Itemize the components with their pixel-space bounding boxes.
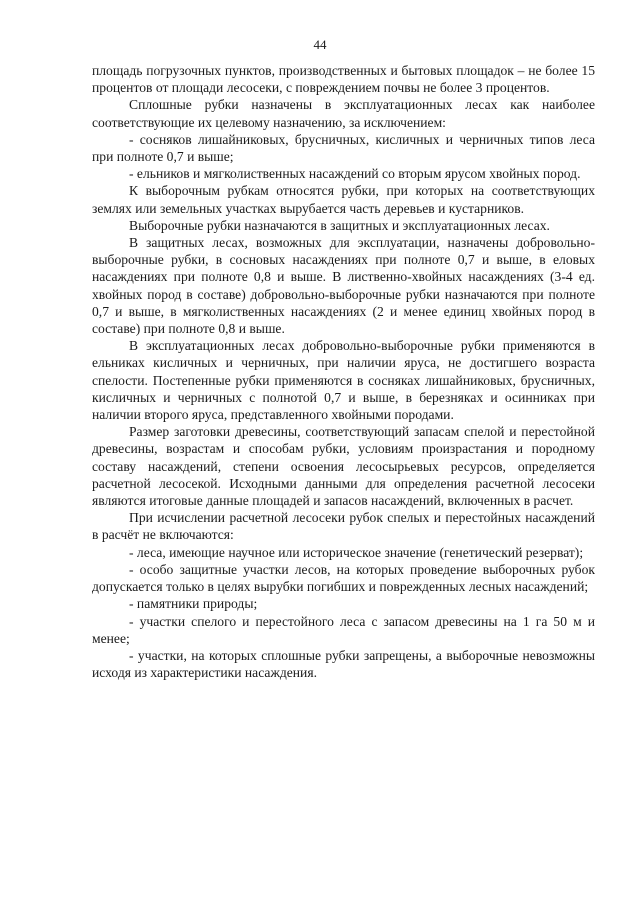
list-item-natural-monuments: - памятники природы; (129, 596, 258, 612)
list-item-scientific-forests: - леса, имеющие научное или историческое значение (генетический резерват); (129, 544, 584, 560)
list-item-spruce-stands: - ельников и мягколиственных насаждений со вторым ярусом хвойных пород. (129, 166, 581, 182)
paragraph-harvest-volume: Размер заготовки древесины, соответствующий запасам спелой и перестойной древесины, возрастам и способам рубки, условиям произрастания и породному составу насаждений, степени освоения лесосырьевых ресурсов, определяется расчетной лесосекой. Исходными данными для определения расчетной лесосеки являются итоговые данные площадей и запасов насаждений, включенных в расчет. (92, 424, 595, 509)
list-item-prohibited-sites: - участки, на которых сплошные рубки запрещены, а выборочные невозможны исходя из характеристики насаждения. (92, 647, 595, 681)
paragraph-protective-forests: В защитных лесах, возможных для эксплуатации, назначены добровольно-выборочные рубки, в сосновых насаждениях при полноте 0,7 и выше, в еловых насаждениях при полноте 0,8 и выше. В лиственно-хвойных насаждениях (3-4 ед. хвойных пород в составе) добровольно-выборочные рубки назначаются при полноте 0,7 и выше, в мягколиственных насаждениях (2 и менее единиц хвойных пород в составе) при полноте 0,8 и выше. (92, 235, 595, 337)
page-number: 44 (313, 37, 327, 52)
paragraph-clearcuts: Сплошные рубки назначены в эксплуатационных лесах как наиболее соответствующие их целевому назначению, за исключением: (92, 97, 595, 130)
paragraph-exploitation-forests: В эксплуатационных лесах добровольно-выборочные рубки применяются в ельниках кисличных и черничных, при наличии яруса, не достигшего возраста спелости. Постепенные рубки применяются в сосняках лишайниковых, брусничных, кисличных и черничных с полнотой 0,7 и выше, в березняках и осинниках при наличии второго яруса, представленного хвойными породами. (92, 338, 595, 423)
list-item-low-stock-sites: - участки спелого и перестойного леса с запасом древесины на 1 га 50 м и менее; (92, 613, 595, 646)
list-item-protective-sites: - особо защитные участки лесов, на которых проведение выборочных рубок допускается только в целях вырубки погибших и поврежденных лесных насаждений; (92, 561, 595, 595)
list-item-pine-stands: - сосняков лишайниковых, брусничных, кисличных и черничных типов леса при полноте 0,7 и выше; (92, 131, 595, 165)
paragraph-selective-cuts-definition: К выборочным рубкам относятся рубки, при которых на соответствующих землях или земельных участках вырубается часть деревьев и кустарников. (92, 183, 595, 216)
paragraph-selective-cuts-assignment: Выборочные рубки назначаются в защитных и эксплуатационных лесах. (129, 217, 550, 233)
document-body (92, 62, 595, 681)
paragraph-exclusions-intro: При исчислении расчетной лесосеки рубок спелых и перестойных насаждений в расчёт не включаются: (92, 510, 595, 543)
paragraph-continuation: площадь погрузочных пунктов, производственных и бытовых площадок – не более 15 процентов от площади лесосеки, с повреждением почвы не более 3 процентов. (92, 63, 595, 96)
